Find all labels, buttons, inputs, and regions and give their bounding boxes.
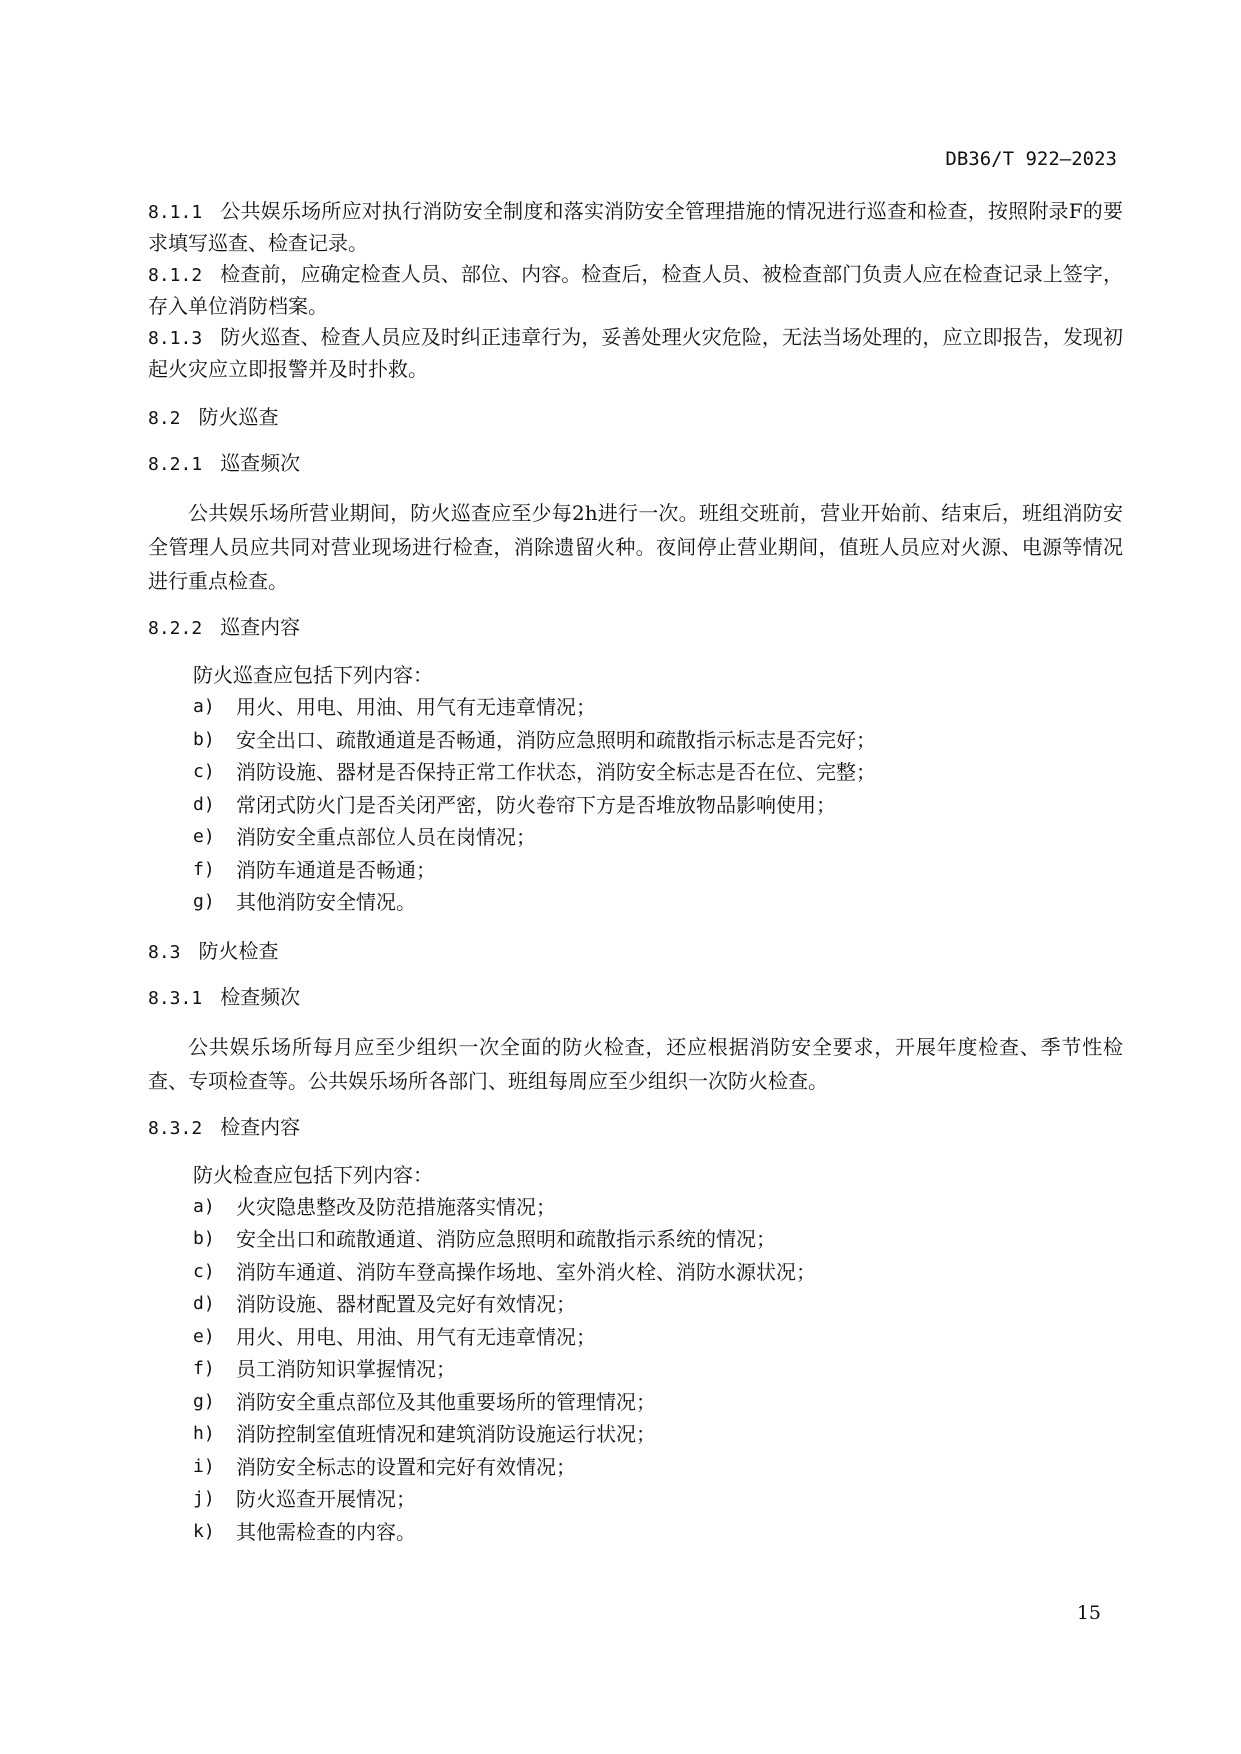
document-id-header: DB36/T 922—2023 <box>945 148 1117 170</box>
list-marker: e) <box>193 1325 215 1347</box>
list-item <box>193 1321 1123 1354</box>
list-item <box>193 724 1123 757</box>
list-item-text: 消防安全重点部位及其他重要场所的管理情况； <box>236 1389 656 1414</box>
list-marker: f) <box>193 858 215 880</box>
section-title: 防火检查 <box>198 938 279 963</box>
section-title: 防火巡查 <box>198 405 279 429</box>
list-marker: i) <box>193 1455 215 1477</box>
section-8-2-2-heading <box>148 612 1123 644</box>
list-marker: d) <box>193 1293 215 1314</box>
list-item-text: 其他消防安全情况。 <box>236 890 416 914</box>
list-item-text: 其他需检查的内容。 <box>236 1519 416 1544</box>
clause-8-1-3 <box>148 322 1123 385</box>
list-marker: a) <box>193 1195 215 1217</box>
list-marker: c) <box>193 1260 215 1282</box>
page-content <box>148 196 1123 1548</box>
list-item-text: 消防控制室值班情况和建筑消防设施运行状况； <box>236 1422 656 1446</box>
list-item-text: 消防设施、器材是否保持正常工作状态，消防安全标志是否在位、完整； <box>236 760 876 784</box>
list-marker: c) <box>193 761 215 782</box>
section-8-3-heading <box>148 936 1123 968</box>
list-marker: h) <box>193 1423 215 1444</box>
list-item-text: 安全出口和疏散通道、消防应急照明和疏散指示系统的情况； <box>236 1227 776 1251</box>
section-number: 8.3.1 <box>148 987 203 1009</box>
patrol-content-list <box>148 691 1123 919</box>
list-item-text: 常闭式防火门是否关闭严密，防火卷帘下方是否堆放物品影响使用； <box>236 792 836 817</box>
list-item <box>193 886 1123 919</box>
list-item-text: 用火、用电、用油、用气有无违章情况； <box>236 695 596 719</box>
list-item <box>193 691 1123 724</box>
section-8-2-1-body: 公共娱乐场所营业期间，防火巡查应至少每2h进行一次。班组交班前，营业开始前、结束后，班组消防安全管理人员应共同对营业现场进行检查，消除遗留火种。夜间停止营业期间，值班人员应对火源、电源等情况进行重点检查。 <box>148 501 1123 593</box>
list-marker: b) <box>193 1228 215 1249</box>
list-marker: g) <box>193 1390 215 1412</box>
list-item <box>193 1483 1123 1516</box>
clause-number: 8.1.1 <box>148 202 203 223</box>
clause-text: 公共娱乐场所应对执行消防安全制度和落实消防安全管理措施的情况进行巡查和检查，按照附录F的要求填写巡查、检查记录。 <box>148 199 1123 255</box>
list-item <box>193 1353 1123 1386</box>
section-number: 8.2.2 <box>148 618 203 639</box>
clause-text: 防火巡查、检查人员应及时纠正违章行为，妥善处理火灾危险，无法当场处理的，应立即报告，发现初起火灾应立即报警并及时扑救。 <box>148 325 1123 381</box>
list-item <box>193 789 1123 822</box>
section-number: 8.2.1 <box>148 454 203 475</box>
list-marker: e) <box>193 826 215 847</box>
list-item <box>193 1386 1123 1419</box>
list-item <box>193 1451 1123 1484</box>
clause-8-1-2 <box>148 259 1123 322</box>
list-item <box>193 1256 1123 1289</box>
list-item-text: 消防车通道是否畅通； <box>236 857 436 882</box>
section-8-2-heading <box>148 402 1123 434</box>
section-8-3-2-intro: 防火检查应包括下列内容： <box>193 1162 433 1187</box>
list-item-text: 防火巡查开展情况； <box>236 1487 416 1511</box>
list-item-text: 火灾隐患整改及防范措施落实情况； <box>236 1194 556 1219</box>
section-8-3-1-body: 公共娱乐场所每月应至少组织一次全面的防火检查，还应根据消防安全要求，开展年度检查、季节性检查、专项检查等。公共娱乐场所各部门、班组每周应至少组织一次防火检查。 <box>148 1034 1123 1093</box>
list-item <box>193 1418 1123 1451</box>
list-item-text: 消防安全标志的设置和完好有效情况； <box>236 1454 576 1479</box>
list-marker: k) <box>193 1520 215 1542</box>
section-title: 检查频次 <box>220 984 301 1009</box>
clause-8-1-1 <box>148 196 1123 259</box>
section-8-3-1-heading <box>148 982 1123 1014</box>
list-marker: f) <box>193 1358 215 1379</box>
list-marker: a) <box>193 696 215 717</box>
clause-text: 检查前，应确定检查人员、部位、内容。检查后，检查人员、被检查部门负责人应在检查记录上签字，存入单位消防档案。 <box>148 262 1123 318</box>
list-item <box>193 756 1123 789</box>
list-item <box>193 821 1123 854</box>
section-number: 8.2 <box>148 408 181 429</box>
section-number: 8.3 <box>148 941 181 963</box>
section-number: 8.3.2 <box>148 1117 203 1139</box>
list-item-text: 员工消防知识掌握情况； <box>236 1357 456 1381</box>
list-item-text: 消防车通道、消防车登高操作场地、室外消火栓、消防水源状况； <box>236 1259 816 1284</box>
list-marker: g) <box>193 891 215 912</box>
section-title: 巡查内容 <box>220 615 301 639</box>
list-marker: b) <box>193 728 215 750</box>
list-marker: d) <box>193 793 215 815</box>
inspection-content-list <box>148 1191 1123 1549</box>
list-item-text: 消防设施、器材配置及完好有效情况； <box>236 1292 576 1316</box>
section-title: 巡查频次 <box>220 451 301 475</box>
list-item <box>193 1191 1123 1224</box>
list-item <box>193 1288 1123 1321</box>
list-item-text: 消防安全重点部位人员在岗情况； <box>236 825 536 849</box>
list-item-text: 安全出口、疏散通道是否畅通，消防应急照明和疏散指示标志是否完好； <box>236 727 876 752</box>
page-number: 15 <box>1076 1602 1101 1624</box>
list-item <box>193 854 1123 887</box>
list-item <box>193 1516 1123 1549</box>
list-marker: j) <box>193 1488 215 1509</box>
clause-number: 8.1.3 <box>148 328 203 349</box>
section-title: 检查内容 <box>220 1114 301 1139</box>
section-8-2-1-heading <box>148 448 1123 480</box>
clause-number: 8.1.2 <box>148 265 203 286</box>
section-8-3-2-heading <box>148 1112 1123 1144</box>
section-8-2-2-intro: 防火巡查应包括下列内容： <box>193 663 433 687</box>
list-item <box>193 1223 1123 1256</box>
list-item-text: 用火、用电、用油、用气有无违章情况； <box>236 1324 596 1349</box>
